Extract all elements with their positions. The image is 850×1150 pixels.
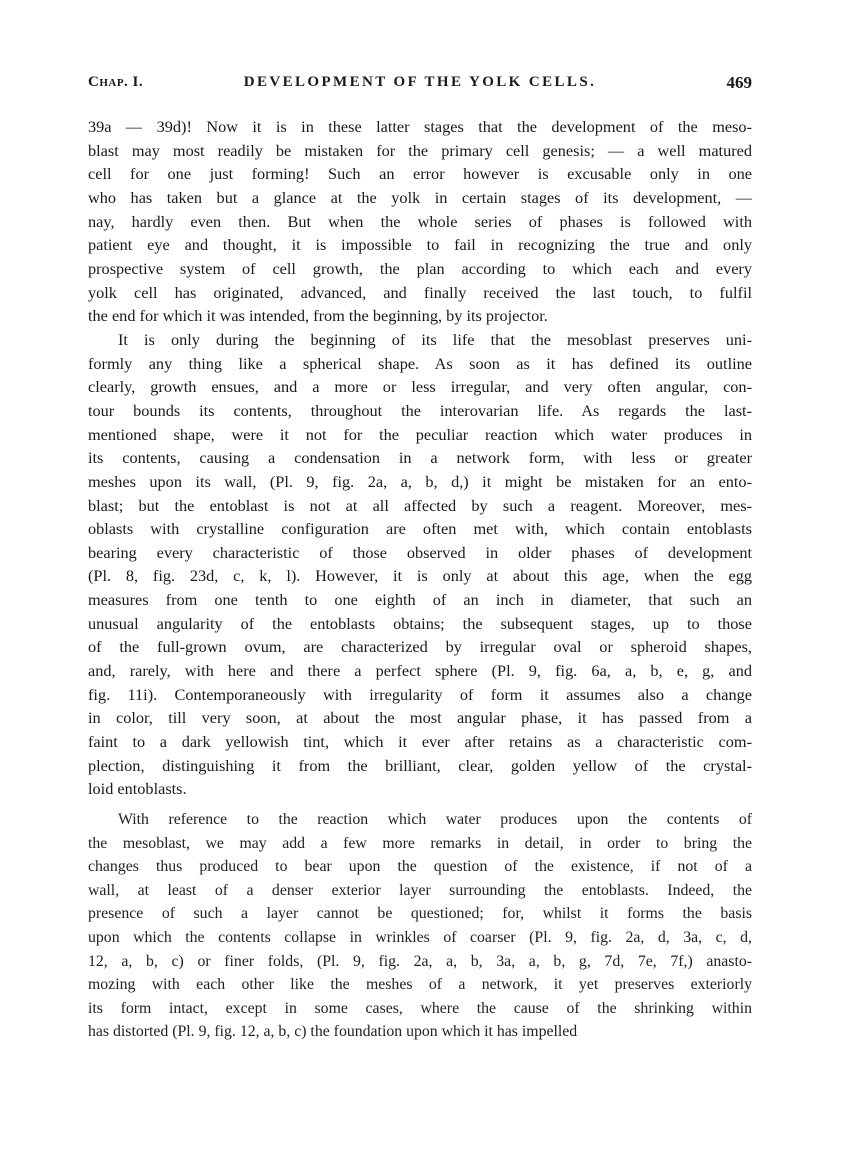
text-line: loid entoblasts. <box>88 779 187 799</box>
text-line: It is only during the beginning of its life that the mesoblast preserves uni- <box>118 329 752 349</box>
text-line: patient eye and thought, it is impossible to fail in recognizing the true and only <box>88 235 752 255</box>
text-line: yolk cell has originated, advanced, and finally received the last touch, to fulfil <box>88 282 752 302</box>
text-line: and, rarely, with here and there a perfect sphere (Pl. 9, fig. 6a, a, b, e, g, and <box>88 661 752 681</box>
text-line: fig. 11i). Contemporaneously with irregularity of form it assumes also a change <box>88 684 752 704</box>
text-line: has distorted (Pl. 9, fig. 12, a, b, c) the foundation upon which it has impelled <box>88 1023 578 1041</box>
text-line: mentioned shape, were it not for the peculiar reaction which water produces in <box>88 424 752 444</box>
text-line: mozing with each other like the meshes of a network, it yet preserves exteriorly <box>88 976 752 994</box>
text-line: the end for which it was intended, from the beginning, by its projector. <box>88 306 548 326</box>
text-line: cell for one just forming! Such an error however is excusable only in one <box>88 164 752 184</box>
text-line: faint to a dark yellowish tint, which it ever after retains as a characteristic com- <box>88 732 752 752</box>
text-line: meshes upon its wall, (Pl. 9, fig. 2a, a, b, d,) it might be mistaken for an ento- <box>88 471 752 491</box>
text-line: unusual angularity of the entoblasts obtains; the subsequent stages, up to those <box>88 613 752 633</box>
text-line: 12, a, b, c) or finer folds, (Pl. 9, fig. 2a, a, b, 3a, a, b, g, 7d, 7e, 7f,) anasto- <box>88 952 752 970</box>
text-line: oblasts with crystalline configuration are often met with, which contain entoblasts <box>88 519 752 539</box>
paragraph <box>88 808 752 1044</box>
text-line: formly any thing like a spherical shape. As soon as it has defined its outline <box>88 353 752 373</box>
text-line: who has taken but a glance at the yolk in certain stages of its development, — <box>88 187 752 207</box>
body-text <box>88 115 752 1044</box>
chapter-label: Chap. I. <box>88 74 144 90</box>
page-number: 469 <box>726 73 752 92</box>
text-line: clearly, growth ensues, and a more or less irregular, and very often angular, con- <box>88 377 752 397</box>
text-line: blast; but the entoblast is not at all affected by such a reagent. Moreover, mes- <box>88 495 752 515</box>
text-line: tour bounds its contents, throughout the interovarian life. As regards the last- <box>88 400 752 420</box>
text-line: (Pl. 8, fig. 23d, c, k, l). However, it is only at about this age, when the egg <box>88 566 752 586</box>
text-line: prospective system of cell growth, the plan according to which each and every <box>88 258 752 278</box>
text-line: measures from one tenth to one eighth of an inch in diameter, that such an <box>88 590 752 610</box>
paragraph <box>88 328 752 801</box>
text-line: wall, at least of a denser exterior layer surrounding the entoblasts. Indeed, the <box>88 881 752 899</box>
text-line: its contents, causing a condensation in a network form, with less or greater <box>88 448 752 468</box>
text-line: changes thus produced to bear upon the question of the existence, if not of a <box>88 858 752 876</box>
text-line: 39a — 39d)! Now it is in these latter stages that the development of the meso- <box>88 117 752 136</box>
text-line: blast may most readily be mistaken for the primary cell genesis; — a well matured <box>88 140 752 160</box>
text-line: nay, hardly even then. But when the whole series of phases is followed with <box>88 211 752 231</box>
text-line: of the full-grown ovum, are characterized by irregular oval or spheroid shapes, <box>88 637 752 657</box>
text-line: in color, till very soon, at about the most angular phase, it has passed from a <box>88 708 752 728</box>
text-line: the mesoblast, we may add a few more remarks in detail, in order to bring the <box>88 834 752 852</box>
text-line: bearing every characteristic of those observed in older phases of development <box>88 542 752 562</box>
text-line: With reference to the reaction which water produces upon the contents of <box>118 811 752 829</box>
text-line: its form intact, except in some cases, where the cause of the shrinking within <box>88 999 752 1017</box>
text-line: upon which the contents collapse in wrinkles of coarser (Pl. 9, fig. 2a, d, 3a, c, d, <box>88 929 752 946</box>
text-line: presence of such a layer cannot be questioned; for, whilst it forms the basis <box>88 905 752 923</box>
page-heading: DEVELOPMENT OF THE YOLK CELLS. <box>243 74 597 90</box>
text-line: plection, distinguishing it from the brilliant, clear, golden yellow of the crystal- <box>88 755 752 775</box>
running-header <box>88 74 752 98</box>
paragraph <box>88 115 752 328</box>
